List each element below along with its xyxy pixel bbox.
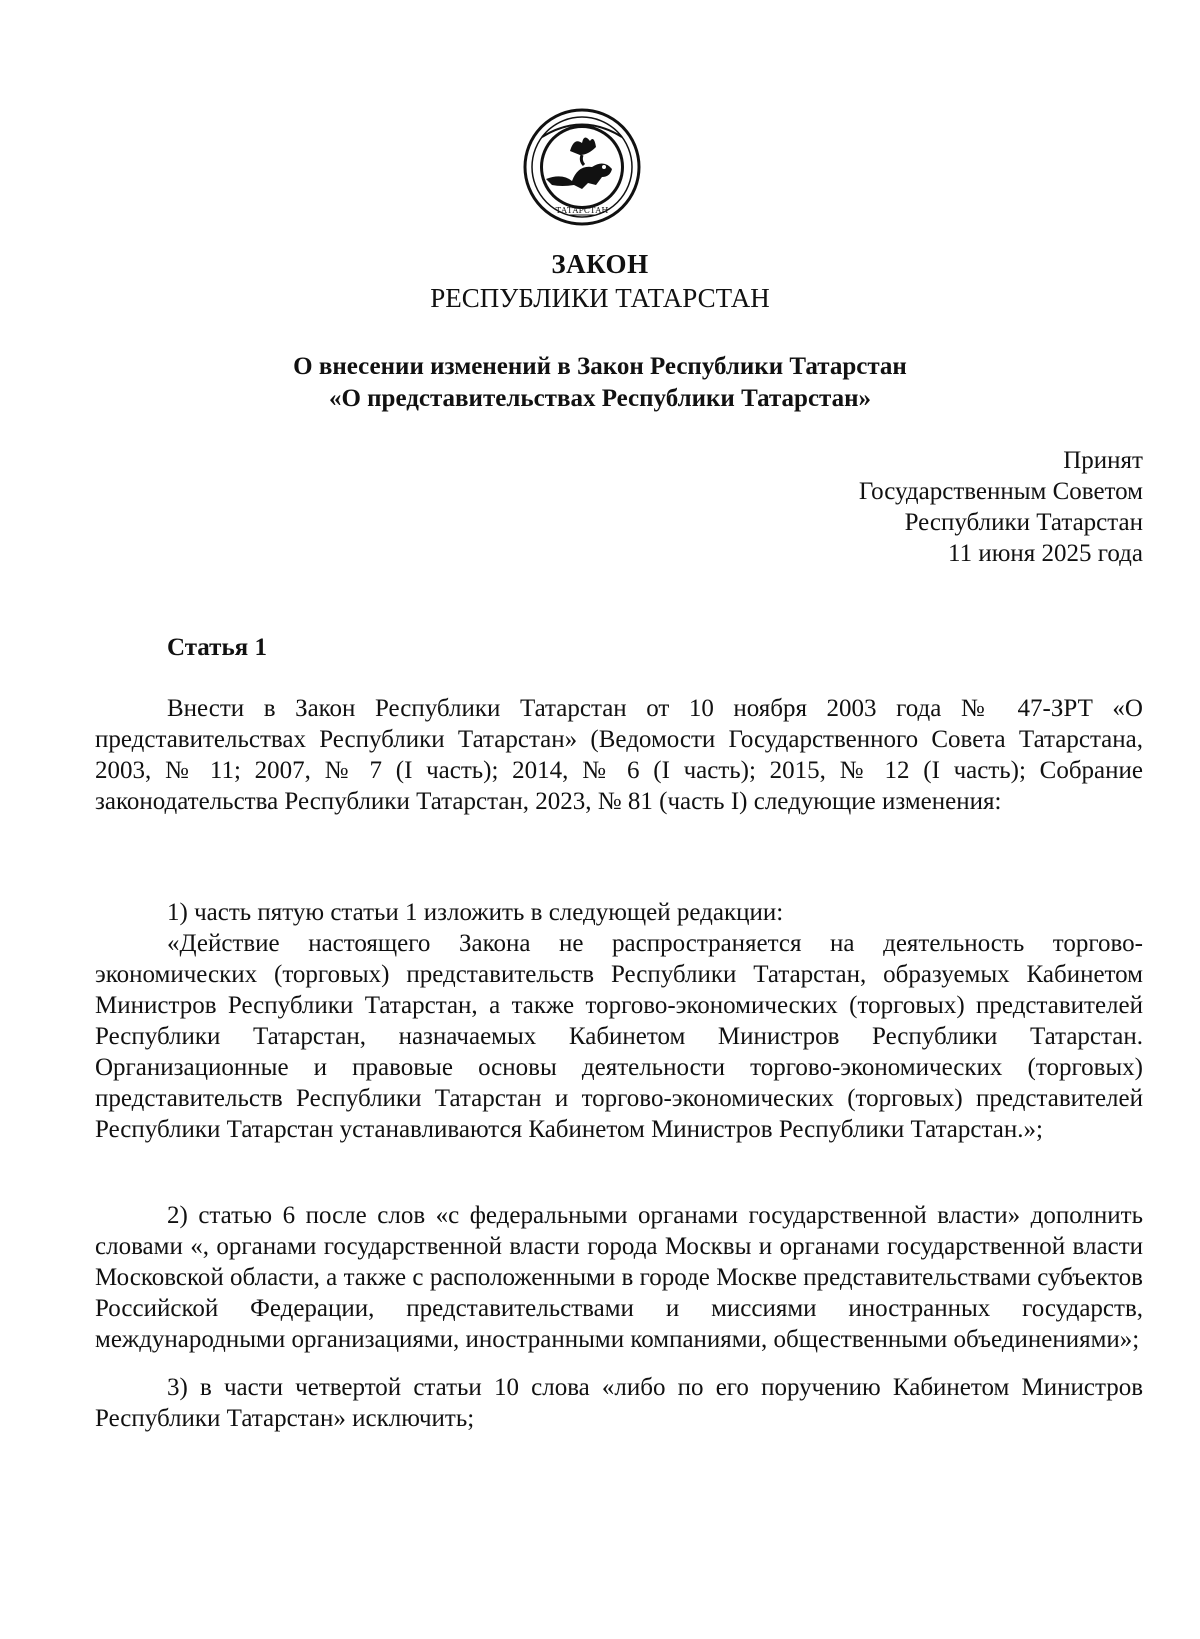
adoption-block [859, 445, 1143, 569]
item-1-lead: 1) часть пятую статьи 1 изложить в следующей редакции: [167, 899, 784, 926]
adoption-line-1: Принят [1063, 447, 1143, 474]
amendment-item-2 [95, 1200, 1143, 1355]
article-intro [95, 693, 1143, 817]
tatarstan-emblem-icon [522, 107, 642, 227]
intro-paragraph: Внести в Закон Республики Татарстан от 10 ноября 2003 года № 47-ЗРТ «О представительствах Республики Татарстан» (Ведомости Государственного Совета Татарстана, 2003, № 11; 2007, № 7 (I часть); 2014, № 6 (I часть); 2015, № 12 (I часть); Собрание законодательства Республики Татарстан, 2023, № 81 (часть I) следующие изменения: [95, 695, 1143, 815]
item-2-text: 2) статью 6 после слов «с федеральными органами государственной власти» дополнить словами «, органами государственной власти города Москвы и органами государственной власти Московской области, а также с расположенными в городе Москве представительствами субъектов Российской Федерации, представительствами и миссиями иностранных государств, международными организациями, иностранными компаниями, общественными объединениями»; [95, 1202, 1143, 1353]
adoption-line-2: Государственным Советом [858, 478, 1143, 505]
republic-name: РЕСПУБЛИКИ ТАТАРСТАН [430, 283, 770, 313]
item-1-quote: «Действие настоящего Закона не распространяется на деятельность торгово-экономических (торговых) представительств Республики Татарстан, образуемых Кабинетом Министров Республики Татарстан, а также торгово-экономических (торговых) представителей Республики Татарстан, назначаемых Кабинетом Министров Республики Татарстан. Организационные и правовые основы деятельности торгово-экономических (торговых) представительств Республики Татарстан и торгово-экономических (торговых) представителей Республики Татарстан устанавливаются Кабинетом Министров Республики Татарстан.»; [95, 930, 1143, 1143]
adoption-date: 11 июня 2025 года [948, 540, 1143, 567]
amendment-item-3 [95, 1372, 1143, 1434]
law-title-line-1: О внесении изменений в Закон Республики Татарстан [293, 353, 907, 380]
article-heading: Статья 1 [167, 634, 267, 661]
law-title [0, 351, 1200, 415]
item-3-text: 3) в части четвертой статьи 10 слова «либо по его поручению Кабинетом Министров Республики Татарстан» исключить; [95, 1374, 1143, 1432]
amendment-item-1 [95, 897, 1143, 1145]
adoption-line-3: Республики Татарстан [904, 509, 1143, 536]
law-word: ЗАКОН [551, 249, 649, 279]
svg-text:ТАТАРСТАН: ТАТАРСТАН [555, 206, 609, 215]
law-heading [0, 247, 1200, 315]
law-title-line-2: «О представительствах Республики Татарстан» [328, 385, 872, 412]
